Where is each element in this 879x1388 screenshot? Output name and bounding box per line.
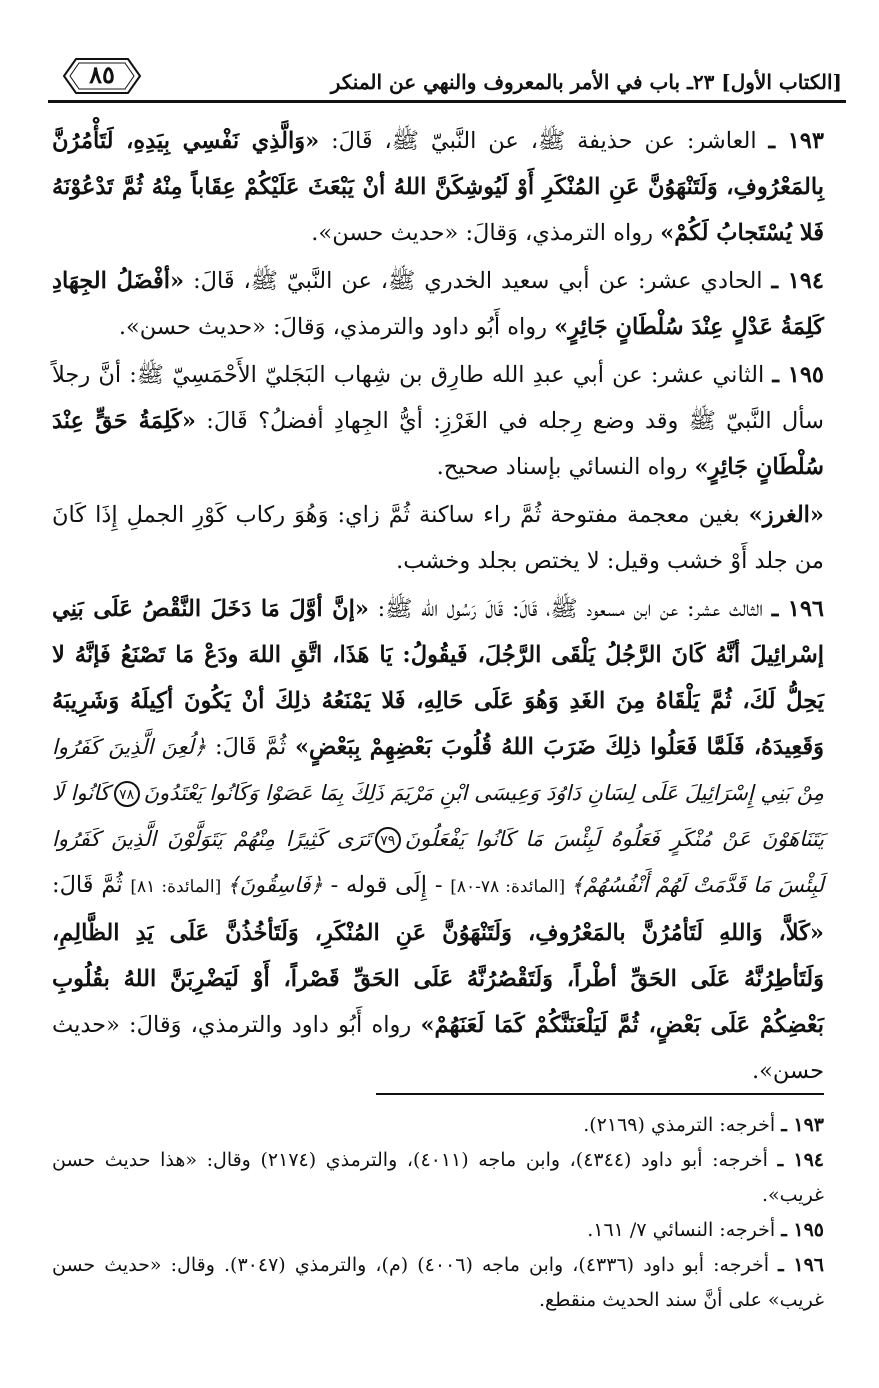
footnote-number: ١٩٦ ـ [778,1254,824,1276]
gloss-term: «الغرز» [748,502,824,528]
hadith-quote: «كَلِمَةُ حَقٍّ عِنْدَ سُلْطَانٍ جَائِرٍ» [52,408,824,480]
ayah-number-icon: ٧٨ [114,781,140,807]
hadith-source: رواه النسائي بإسناد صحيح. [436,454,695,480]
hadith-number: ١٩٥ ـ [772,362,824,388]
hadith-number: ١٩٣ ـ [768,128,824,154]
hadith-195 [52,352,824,490]
gloss-gharz [52,492,824,584]
footnote-number: ١٩٥ ـ [781,1219,824,1241]
hadith-source: رواه الترمذي، وَقالَ: «حديث حسن». [311,220,661,246]
page-header [52,52,842,102]
footnote-text: أخرجه: أبو داود (٤٣٣٦)، وابن ماجه (٤٠٠٦) (م)، والترمذي (٣٠٤٧). وقال: «حديث حسن غريب» على أنَّ سند الحديث منقطع. [52,1254,824,1311]
header-rule [48,100,846,103]
footnotes [52,1108,824,1318]
hadith-number: ١٩٦ ـ [771,596,824,622]
footnote-number: ١٩٣ ـ [781,1114,824,1136]
hadith-intro: الحادي عشر: عن أبي سعيد الخدري ﷺ، عن النَّبيّ ﷺ، قَالَ: [184,268,772,294]
hadith-intro: الثاني عشر: عن أبي عبدِ الله طارِق بن شِهاب البَجَليّ الأَحْمَسِيّ ﷺ: أنَّ رجلاً سأل النَّبيّ ﷺ وقد وضع رِجله في الغَرْزِ: أيُّ الجِهادِ أفضلُ؟ قَالَ: [52,362,824,434]
hadith-intro: الثالث عشر: عن ابن مسعود ﷺ، قَالَ: قَالَ رَسُول الله ﷺ: [368,596,772,622]
hadith-194 [52,258,824,350]
hadith-quote: «إنَّ أوَّلَ مَا دَخَلَ النَّقْصُ عَلَى بَنِي إسْرائِيلَ أنَّهُ كَانَ الرَّجُلُ يَلْقَى الرَّجُلَ، فَيقُولُ: يَا هَذَا، اتَّقِ اللهَ ودَعْ مَا تَصْنَعُ فَإنَّهُ لا يَحِلُّ لَكَ، ثُمَّ يَلْقَاهُ مِنَ الغَدِ وَهُوَ عَلَى حَالِهِ، فَلا يَمْنَعُهُ ذلِكَ أنْ يَكُونَ أكِيلَهُ وَشَرِيبَهُ وَقَعِيدَهُ، فَلَمَّا فَعَلُوا ذلِكَ ضَرَبَ اللهُ قُلُوبَ بَعْضِهِمْ بِبَعْضٍ» [52,596,825,760]
connector-text: ثُمَّ قَالَ: [206,734,295,760]
running-head: [الكتاب الأول] ٢٣ـ باب في الأمر بالمعروف والنهي عن المنكر [330,70,842,94]
hadith-196 [52,586,824,1094]
footnote-194 [52,1143,824,1213]
quran-verse: كَانُوا لَا يَتَنَاهَوْنَ عَنْ مُنْكَرٍ فَعَلُوهُ لَبِئْسَ مَا كَانُوا يَفْعَلُونَ [52,781,824,851]
quran-reference: [المائدة: ٨١] [130,877,228,897]
footnote-text: أخرجه: النسائي ٧/ ١٦١. [587,1219,782,1241]
hadith-193 [52,118,824,256]
hadith-quote: «أفْضَلُ الجِهَادِ كَلِمَةُ عَدْلٍ عِنْدَ سُلْطَانٍ جَائِرٍ» [52,268,824,340]
connector-text: ثُمَّ قَالَ: [52,872,131,898]
hadith-quote: «وَالَّذِي نَفْسِي بِيَدِهِ، لَتَأْمُرُنَّ بِالمَعْرُوفِ، وَلَتَنْهَوُنَّ عَنِ المُنْكَرِ أَوْ لَيُوشِكَنَّ اللهُ أنْ يَبْعَثَ عَلَيْكُمْ عِقَاباً مِنْهُ ثُمَّ تَدْعُوْنَهُ فَلا يُسْتَجابُ لَكُمْ» [52,128,824,246]
footnote-number: ١٩٤ ـ [777,1149,824,1171]
quran-verse: ﴿فَاسِقُونَ﴾ [227,873,323,897]
gloss-text: بغين معجمة مفتوحة ثُمَّ راء ساكنة ثُمَّ زاي: وَهُوَ ركاب كَوْرِ الجملِ إِذَا كَانَ من جلد أَوْ خشب وقيل: لا يختص بجلد وخشب. [52,502,824,574]
hadith-source: رواه أَبُو داود والترمذي، وَقالَ: «حديث حسن». [52,1012,824,1084]
page-number-frame [62,56,142,96]
footnote-divider [376,1093,824,1095]
footnote-195 [52,1213,824,1248]
page-number: ٨٥ [89,60,115,89]
ayah-number-icon: ٧٩ [375,827,401,853]
hadith-intro: العاشر: عن حذيفة ﷺ، عن النَّبيّ ﷺ، قَالَ: [319,128,769,154]
footnote-text: أخرجه: الترمذي (٢١٦٩). [583,1114,782,1136]
quran-reference: [المائدة: ٧٨-٨٠] [450,877,572,897]
footnote-196 [52,1248,824,1318]
hadith-number: ١٩٤ ـ [771,268,824,294]
quran-verse: ﴿لُعِنَ الَّذِينَ كَفَرُوا مِنْ بَنِي إِسْرَائِيلَ عَلَى لِسَانِ دَاوُدَ وَعِيسَى ابْنِ مَرْيَمَ ذَلِكَ بِمَا عَصَوْا وَكَانُوا يَعْتَدُونَ [52,735,824,805]
connector-text: - إِلَى قوله - [322,872,451,898]
footnote-193 [52,1108,824,1143]
quran-verse: تَرَى كَثِيرًا مِنْهُمْ يَتَوَلَّوْنَ الَّذِينَ كَفَرُوا لَبِئْسَ مَا قَدَّمَتْ لَهُمْ أَنْفُسُهُمْ﴾ [52,827,824,897]
footnote-text: أخرجه: أبو داود (٤٣٤٤)، وابن ماجه (٤٠١١)، والترمذي (٢١٧٤) وقال: «هذا حديث حسن غريب». [52,1149,824,1206]
hadith-source: رواه أَبُو داود والترمذي، وَقالَ: «حديث حسن». [118,314,555,340]
main-text [52,118,824,1094]
hadith-quote: «كَلاَّ، وَاللهِ لَتَأمُرُنَّ بالمَعْرُوفِ، وَلَتَنْهَوُنَّ عَنِ المُنْكَرِ، وَلَتَأخُذُنَّ عَلَى يَدِ الظَّالِمِ، وَلَتَأطِرُنَّهُ عَلَى الحَقِّ أطْراً، وَلَتَقْصُرُنَّهُ عَلَى الحَقِّ قَصْراً، أَوْ لَيَضْرِبَنَّ اللهُ بقُلُوبِ بَعْضِكُمْ عَلَى بَعْضٍ، ثُمَّ لَيَلْعَنَنَّكُمْ كَمَا لَعَنَهُمْ» [52,920,824,1038]
